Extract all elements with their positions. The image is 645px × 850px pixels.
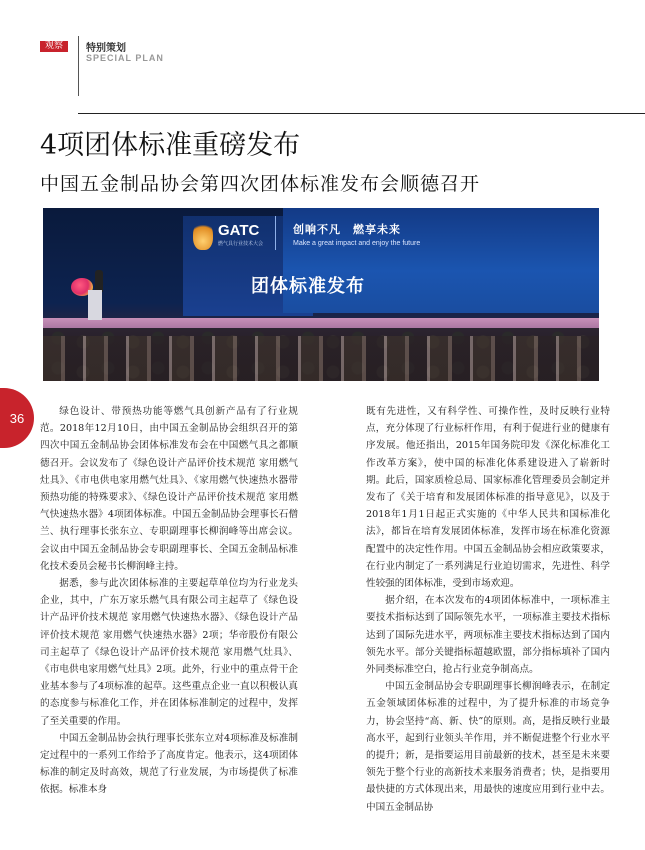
screen-stage-text: 团体标准发布 [251,276,365,297]
screen-divider [275,216,276,250]
article-title: 4项团体标准重磅发布 [40,130,301,161]
body-column-right [366,403,610,816]
section-title-cn: 特别策划 [86,43,126,54]
audience-row [43,336,599,381]
podium [88,290,102,320]
gatc-logo-subtext: 燃气具行业技术大会 [218,241,264,247]
body-paragraph: 绿色设计、带预热功能等燃气具创新产品有了行业规范。2018年12月10日，由中国五金制品协会组织召开的第四次中国五金制品协会团体标准发布会在中国燃气具之都顺德召开。会议发布了《绿色设计产品评价技术规范 家用燃气灶具》、《市电供电家用燃气灶具》、《家用燃气快速热水器带预热功能的特殊要求》、《绿色设计产品评价技术规范 家用燃气快速热水器》4项团体标准。中国五金制品协会理事长石僧兰、执行理事长张东立、专职副理事长柳润峰等出席会议。会议由中国五金制品协会专职副理事长、全国五金制品标准化技术委员会秘书长柳润峰主持。 [40,406,298,572]
screen-slogan-cn: 创响不凡 燃享未来 [293,223,401,236]
gatc-flame-icon [193,220,213,250]
gatc-logo-text: GATC [218,222,260,239]
header-rule [78,113,645,114]
section-title-en: SPECIAL PLAN [86,53,164,63]
body-paragraph: 中国五金制品协会专职副理事长柳润峰表示，在制定五金领域团体标准的过程中，为了提升标准的市场竞争力，协会坚持“高、新、快”的原则。高，是指反映行业最高水平，起到行业领头羊作用，并不断促进整个行业水平的提升；新，是指要运用目前最新的技术，甚至是未来要领先于整个行业的高新技术来服务消费者；快，是指要用最快捷的方式体现出来，用最快的速度应用到行业中去。中国五金制品协 [366,681,610,813]
body-paragraph: 据悉，参与此次团体标准的主要起草单位均为行业龙头企业，其中，广东万家乐燃气具有限公司主起草了《绿色设计产品评价技术规范 家用燃气快速热水器》、《绿色设计产品评价技术规范 家用燃气快速热水器》2项；华帝股份有限公司主起草了《绿色设计产品评价技术规范 家用燃气灶具》、《市电供电家用燃气灶具》2项。此外，行业中的重点骨干企业基本参与了4项标准的起草。这些重点企业一直以积极认真的态度参与标准化工作，并在团体标准制定的过程中，发挥了至关重要的作用。 [40,578,298,727]
body-column-left [40,403,298,799]
body-paragraph: 据介绍，在本次发布的4项团体标准中，一项标准主要技术指标达到了国际领先水平，一项标准主要技术指标达到了国际先进水平，两项标准主要技术指标达到了国内领先水平。部分关键指标超越欧盟，部分指标填补了国内外同类标准空白，抢占行业竞争制高点。 [366,595,610,676]
article-subtitle: 中国五金制品协会第四次团体标准发布会顺德召开 [40,173,481,195]
speaker-figure [95,270,103,292]
section-tag: 观察 [40,41,68,52]
body-paragraph: 既有先进性，又有科学性、可操作性，及时反映行业特点，充分体现了行业标杆作用，有利于促进行业的健康有序发展。他还指出，2015年国务院印发《深化标准化工作改革方案》，使中国的标准化体系建设进入了崭新时期。此后，国家质检总局、国家标准化管理委员会制定并发布了《关于培育和发展团体标准的指导意见》，以及于2018年1月1日起正式实施的《中华人民共和国标准化法》，都旨在培育发展团体标准，发挥市场在标准化资源配置中的决定性作用。中国五金制品协会相应政策要求，在行业内制定了一系列满足行业迫切需求，先进性、科学性较强的团体标准，受到市场欢迎。 [366,406,610,590]
header-divider [78,36,79,96]
page-number: 36 [0,388,34,448]
screen-slogan-en: Make a great impact and enjoy the future [293,240,421,247]
body-paragraph: 中国五金制品协会执行理事长张东立对4项标准及标准制定过程中的一系列工作给予了高度肯定。他表示，这4项团体标准的制定及时高效，规范了行业发展，为市场提供了标准依据。标准本身 [40,732,298,796]
event-photo [43,208,599,381]
